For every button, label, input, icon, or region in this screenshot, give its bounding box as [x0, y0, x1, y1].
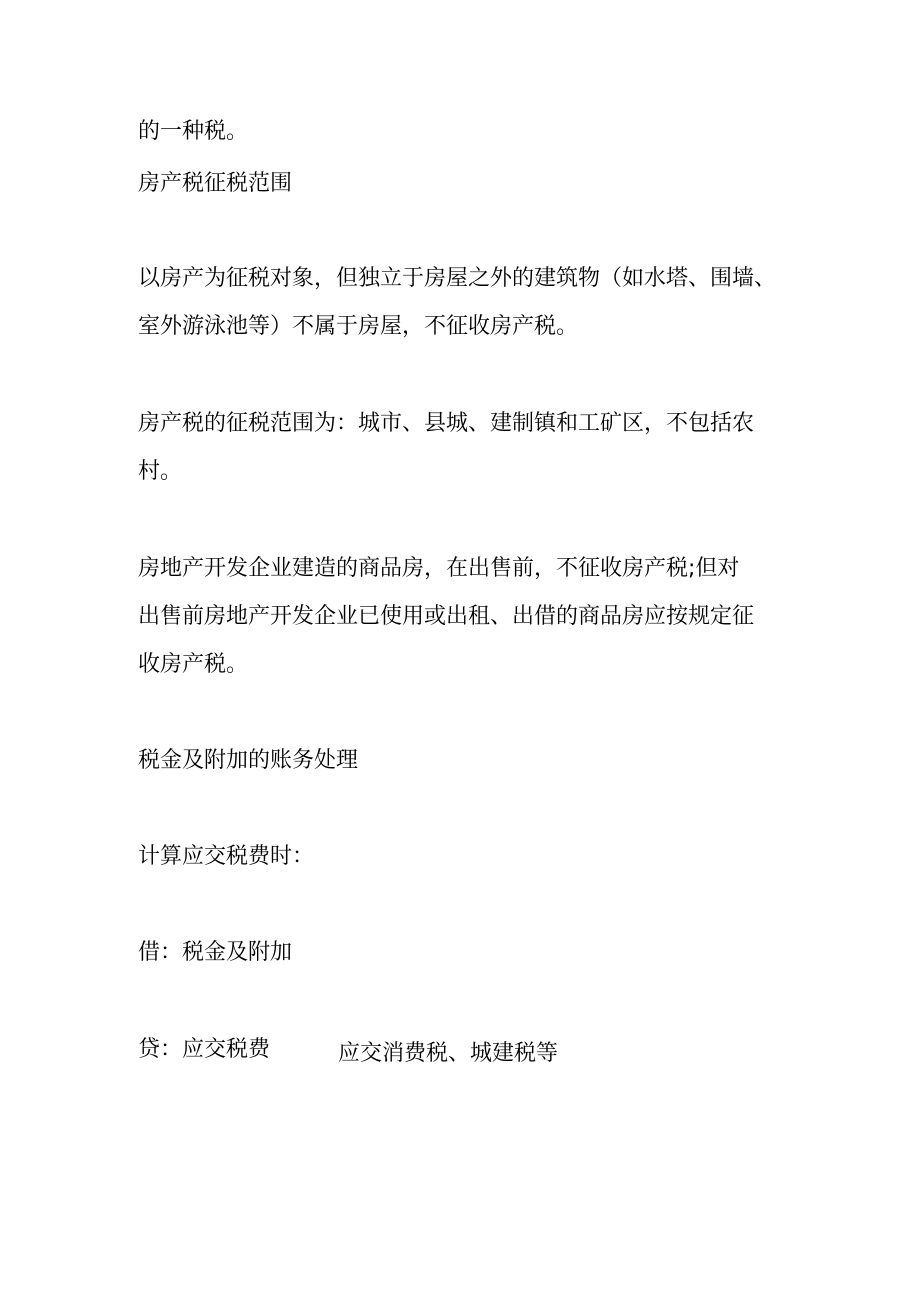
text-line: 房产税的征税范围为：城市、县城、建制镇和工矿区，不包括农 [138, 411, 755, 436]
text-line: 出售前房地产开发企业已使用或出租、出借的商品房应按规定征 [138, 604, 755, 629]
text-line: 的一种税。 [138, 119, 249, 144]
text-line: 以房产为征税对象，但独立于房屋之外的建筑物（如水塔、围墙、 [138, 266, 777, 291]
text-line: 计算应交税费时： [138, 844, 315, 869]
section-heading-accounting: 税金及附加的账务处理 [138, 748, 359, 773]
text-line: 房地产开发企业建造的商品房，在出售前，不征收房产税;但对 [138, 556, 740, 581]
credit-entry-label: 贷：应交税费 [138, 1037, 271, 1062]
text-line: 收房产税。 [138, 652, 249, 677]
text-line: 村。 [138, 459, 183, 484]
section-heading-property-tax-scope: 房产税征税范围 [138, 171, 293, 196]
debit-entry: 借：税金及附加 [138, 940, 293, 965]
text-line: 室外游泳池等）不属于房屋，不征收房产税。 [138, 314, 579, 339]
credit-entry-detail: 应交消费税、城建税等 [338, 1041, 559, 1066]
